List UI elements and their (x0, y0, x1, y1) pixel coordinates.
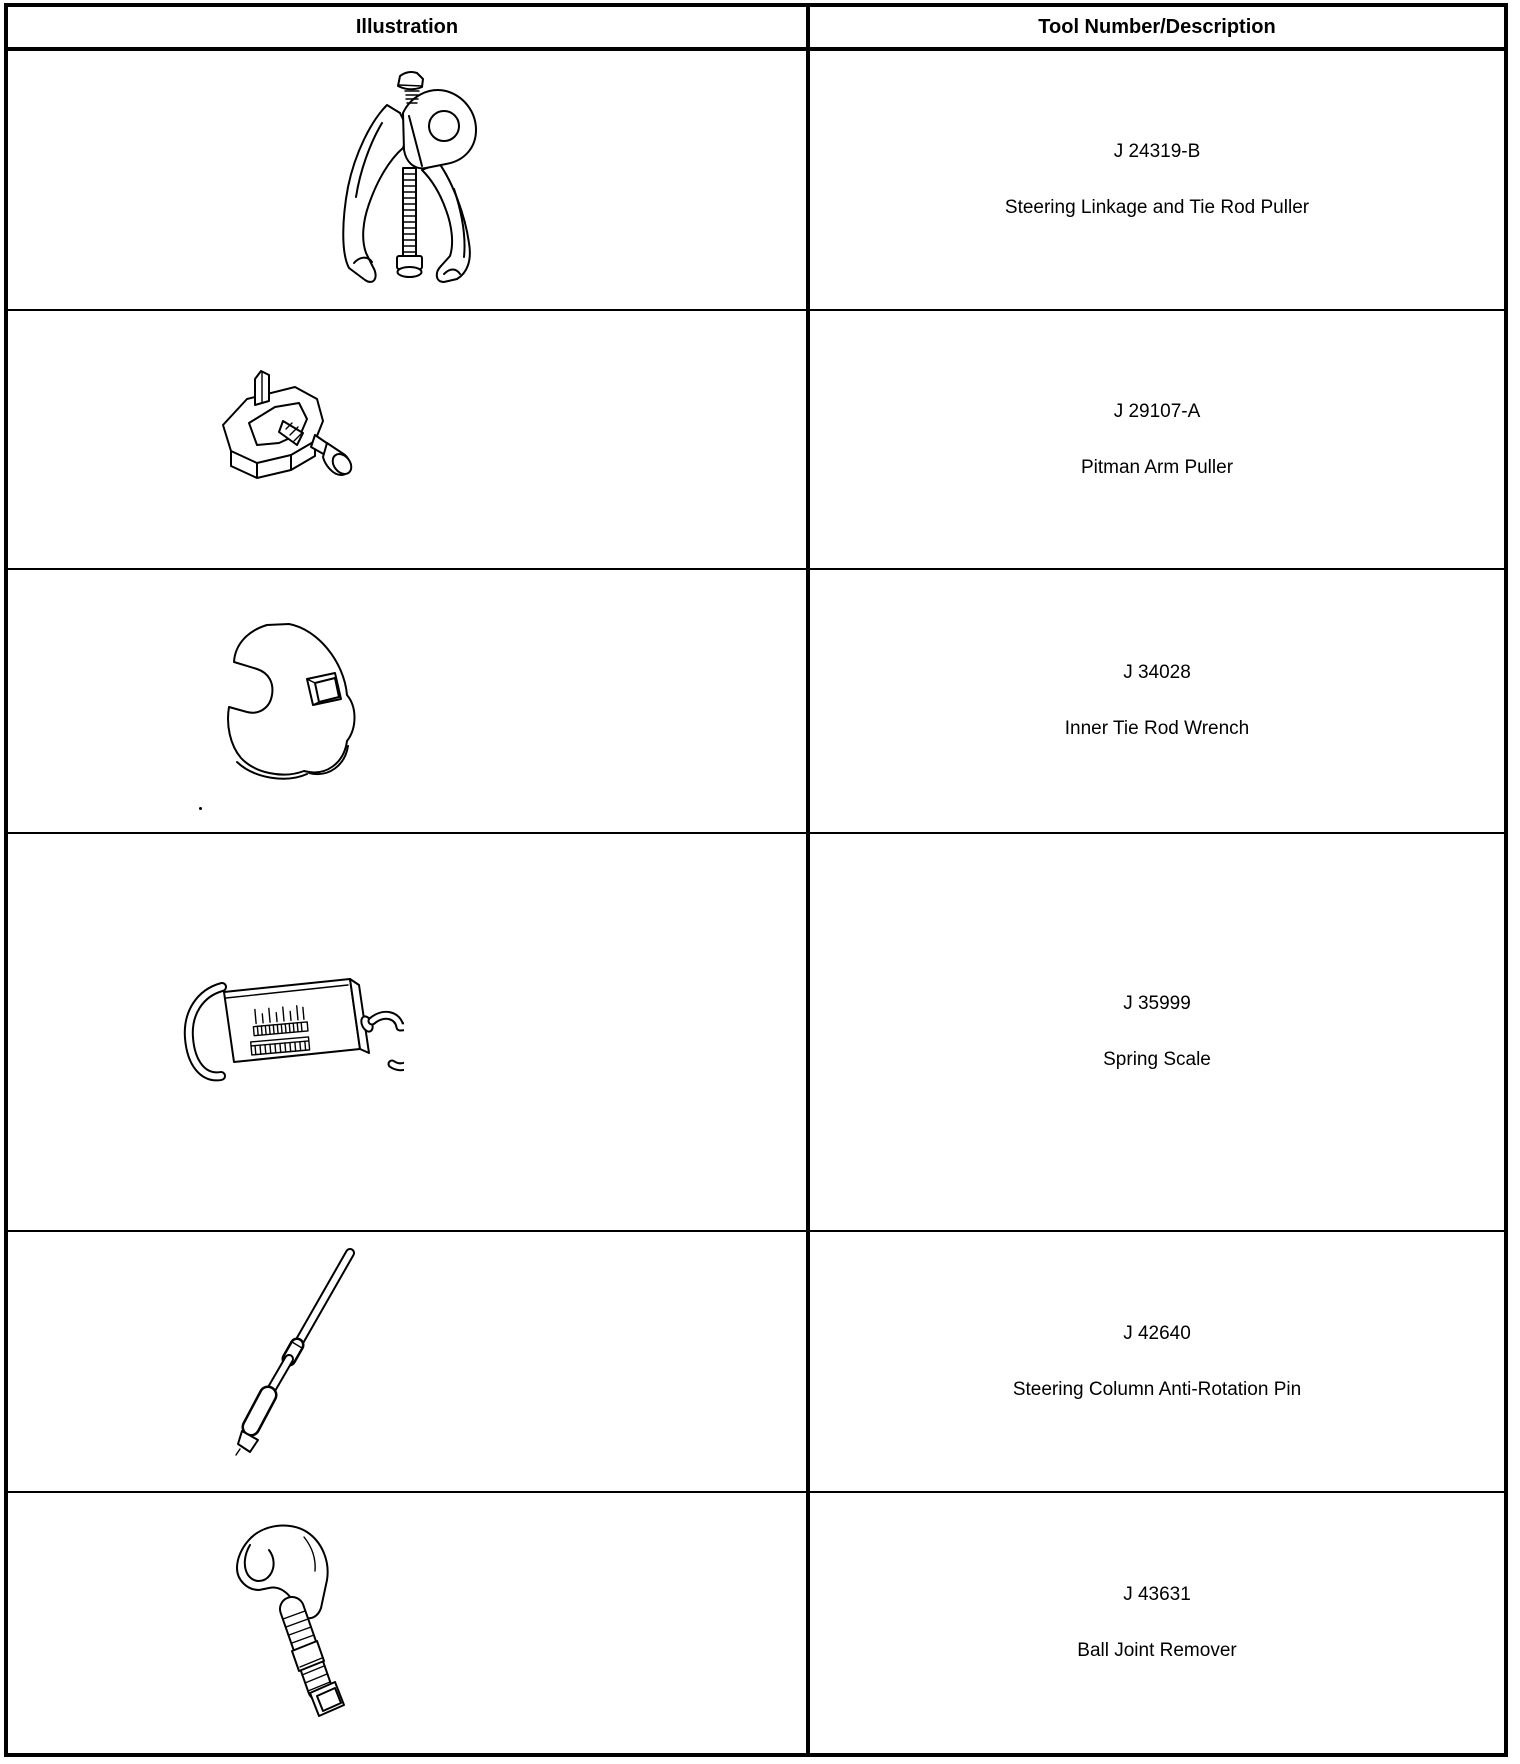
table-row (8, 834, 1504, 1232)
header-tool-number-description: Tool Number/Description (806, 7, 1504, 47)
tool-number: J 24319-B (1113, 141, 1201, 162)
spring-scale-illustration (164, 961, 404, 1103)
table-row (8, 570, 1504, 834)
table-row (8, 1232, 1504, 1493)
tool-number: J 42640 (1123, 1322, 1191, 1344)
scan-artifact-dot (199, 807, 202, 810)
steering-linkage-and-tie-rod-puller-illustration (323, 69, 491, 291)
ball-joint-remover-illustration (214, 1517, 354, 1729)
table-row (8, 51, 1504, 311)
tool-number: J 34028 (1123, 662, 1191, 683)
illustration-cell (8, 1493, 806, 1753)
steering-column-anti-rotation-pin-illustration (204, 1239, 364, 1484)
tool-number: J 43631 (1123, 1584, 1191, 1605)
illustration-cell (8, 834, 806, 1230)
illustration-cell (8, 51, 806, 309)
description-cell (806, 311, 1504, 568)
description-cell (806, 1232, 1504, 1491)
description-cell (806, 570, 1504, 832)
tool-description: Steering Linkage and Tie Rod Puller (1004, 197, 1310, 218)
special-tools-table (4, 3, 1508, 1757)
description-cell (806, 834, 1504, 1230)
tool-description: Steering Column Anti-Rotation Pin (1012, 1378, 1302, 1400)
tool-description: Inner Tie Rod Wrench (1064, 718, 1250, 739)
illustration-cell (8, 570, 806, 832)
table-header-row (8, 7, 1504, 51)
inner-tie-rod-wrench-illustration (207, 615, 362, 787)
illustration-cell (8, 311, 806, 568)
tool-number: J 35999 (1123, 993, 1191, 1014)
tool-description: Pitman Arm Puller (1080, 456, 1234, 478)
illustration-cell (8, 1232, 806, 1491)
description-cell (806, 51, 1504, 309)
description-cell (806, 1493, 1504, 1753)
pitman-arm-puller-illustration (199, 365, 369, 515)
table-row (8, 311, 1504, 570)
table-row (8, 1493, 1504, 1753)
header-illustration: Illustration (355, 15, 459, 38)
tool-number: J 29107-A (1113, 400, 1201, 422)
tool-description: Ball Joint Remover (1077, 1640, 1237, 1661)
tool-description: Spring Scale (1103, 1049, 1211, 1070)
